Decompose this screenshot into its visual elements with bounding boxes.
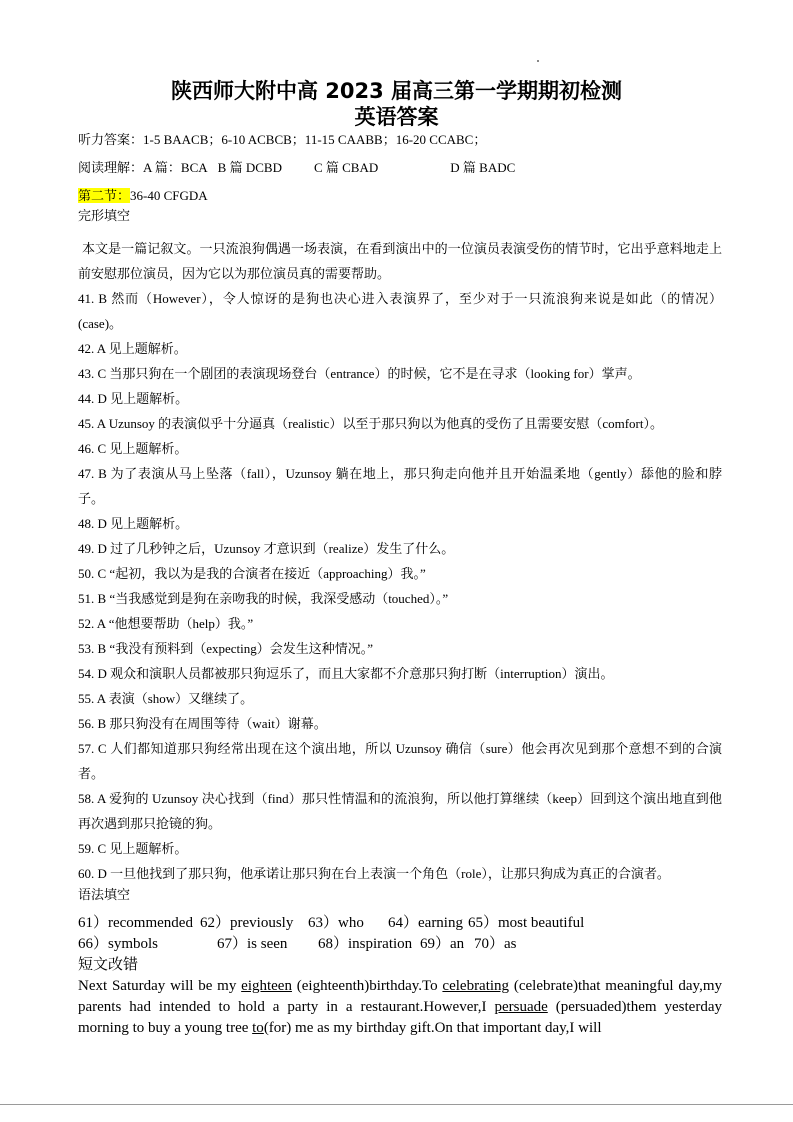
grammar-row-1: [78, 913, 584, 934]
grammar-answer: 62）previously: [200, 915, 294, 931]
cloze-item-54: 54. D 观众和演职人员都被那只狗逗乐了，而且大家都不介意那只狗打断（interruption）演出。: [78, 666, 614, 681]
passage-text: (celebrate)that meaningful day,my parents had intended to hold a party in a restaurant.However,I: [78, 978, 722, 1015]
grammar-answer: 68）inspiration: [318, 936, 413, 952]
cloze-item-55: 55. A 表演（show）又继续了。: [78, 691, 254, 706]
cloze-item-41: 41. B 然而（However），令人惊讶的是狗也决心进入表演界了，至少对于一只流浪狗来说是如此（的情况）(case)。: [78, 291, 722, 331]
cloze-item-46: 46. C 见上题解析。: [78, 441, 188, 456]
error-word: eighteen: [241, 978, 292, 994]
cloze-item-52: 52. A “他想要帮助（help）我。”: [78, 616, 254, 631]
cloze-intro: 本文是一篇记叙文。一只流浪狗偶遇一场表演，在看到演出中的一位演员表演受伤的情节时，它出乎意料地走上前安慰那位演员，因为它以为那位演员真的需要帮助。: [78, 241, 722, 281]
cloze-item-57: 57. C 人们都知道那只狗经常出现在这个演出地，所以 Uzunsoy 确信（sure）他会再次见到那个意想不到的合演者。: [78, 741, 722, 781]
passage-text: (persuaded)them yesterday morning to buy a young tree: [78, 999, 722, 1036]
cloze-item-42: 42. A 见上题解析。: [78, 341, 187, 356]
grammar-answer: 63）who: [308, 915, 364, 931]
grammar-answer: 66）symbols: [78, 936, 159, 952]
cloze-item-59: 59. C 见上题解析。: [78, 841, 188, 856]
reading-answers: [78, 159, 515, 177]
grammar-answer: 61）recommended: [78, 915, 193, 931]
reading-d: D 篇 BADC: [450, 160, 516, 175]
passage-text: (eighteenth)birthday.To: [291, 978, 443, 994]
section2-label: 第二节：: [78, 188, 131, 203]
page-subtitle: 英语答案: [354, 105, 439, 129]
grammar-answer: 65）most beautiful: [468, 915, 585, 931]
page-bottom-rule: [0, 1104, 793, 1105]
cloze-item-48: 48. D 见上题解析。: [78, 516, 189, 531]
cloze-item-49: 49. D 过了几秒钟之后，Uzunsoy 才意识到（realize）发生了什么。: [78, 541, 455, 556]
passage-text: (for) me as my birthday gift.On that important day,I will: [263, 1020, 602, 1036]
grammar-heading: 语法填空: [78, 887, 131, 902]
grammar-row-2: [78, 934, 517, 955]
cloze-item-53: 53. B “我没有预料到（expecting）会发生这种情况。”: [78, 641, 373, 656]
scan-dot: [537, 60, 539, 62]
correction-passage: [78, 976, 722, 1039]
reading-label: 阅读理解：: [78, 160, 144, 175]
cloze-item-43: 43. C 当那只狗在一个剧团的表演现场登台（entrance）的时候，它不是在寻求（looking for）掌声。: [78, 366, 641, 381]
grammar-answer: 64）earning: [388, 915, 463, 931]
reading-a: A 篇：BCA: [143, 160, 208, 175]
cloze-heading: 完形填空: [78, 208, 131, 223]
grammar-answer: 67）is seen: [217, 936, 288, 952]
cloze-item-56: 56. B 那只狗没有在周围等待（wait）谢幕。: [78, 716, 327, 731]
error-word: persuade: [494, 999, 548, 1015]
cloze-item-45: 45. A Uzunsoy 的表演似乎十分逼真（realistic）以至于那只狗以为他真的受伤了且需要安慰（comfort）。: [78, 416, 663, 431]
grammar-answer: 69）an: [420, 936, 465, 952]
error-word: to: [252, 1020, 264, 1036]
correction-heading: 短文改错: [78, 957, 139, 973]
cloze-item-58: 58. A 爱狗的 Uzunsoy 决心找到（find）那只性情温和的流浪狗，所以他打算继续（keep）回到这个演出地直到他再次遇到那只抢镜的狗。: [78, 791, 722, 831]
page-title: 陕西师大附中高 2023 届高三第一学期期初检测: [170, 79, 623, 103]
reading-b: B 篇 DCBD: [217, 160, 282, 175]
cloze-item-60: 60. D 一旦他找到了那只狗，他承诺让那只狗在台上表演一个角色（role），让那只狗成为真正的合演者。: [78, 866, 670, 881]
section2-answers: [78, 187, 208, 205]
cloze-item-51: 51. B “当我感觉到是狗在亲吻我的时候，我深受感动（touched）。”: [78, 591, 449, 606]
section2-values: 36-40 CFGDA: [130, 188, 208, 203]
listening-answers: 听力答案：1-5 BAACB；6-10 ACBCB；11-15 CAABB；16-20 CCABC；: [78, 132, 487, 147]
cloze-item-50: 50. C “起初，我以为是我的合演者在接近（approaching）我。”: [78, 566, 426, 581]
passage-text: Next Saturday will be my: [78, 978, 242, 994]
cloze-item-44: 44. D 见上题解析。: [78, 391, 189, 406]
error-word: celebrating: [442, 978, 510, 994]
reading-c: C 篇 CBAD: [313, 160, 379, 175]
cloze-item-47: 47. B 为了表演从马上坠落（fall），Uzunsoy 躺在地上，那只狗走向他并且开始温柔地（gently）舔他的脸和脖子。: [78, 466, 722, 506]
grammar-answer: 70）as: [474, 936, 517, 952]
